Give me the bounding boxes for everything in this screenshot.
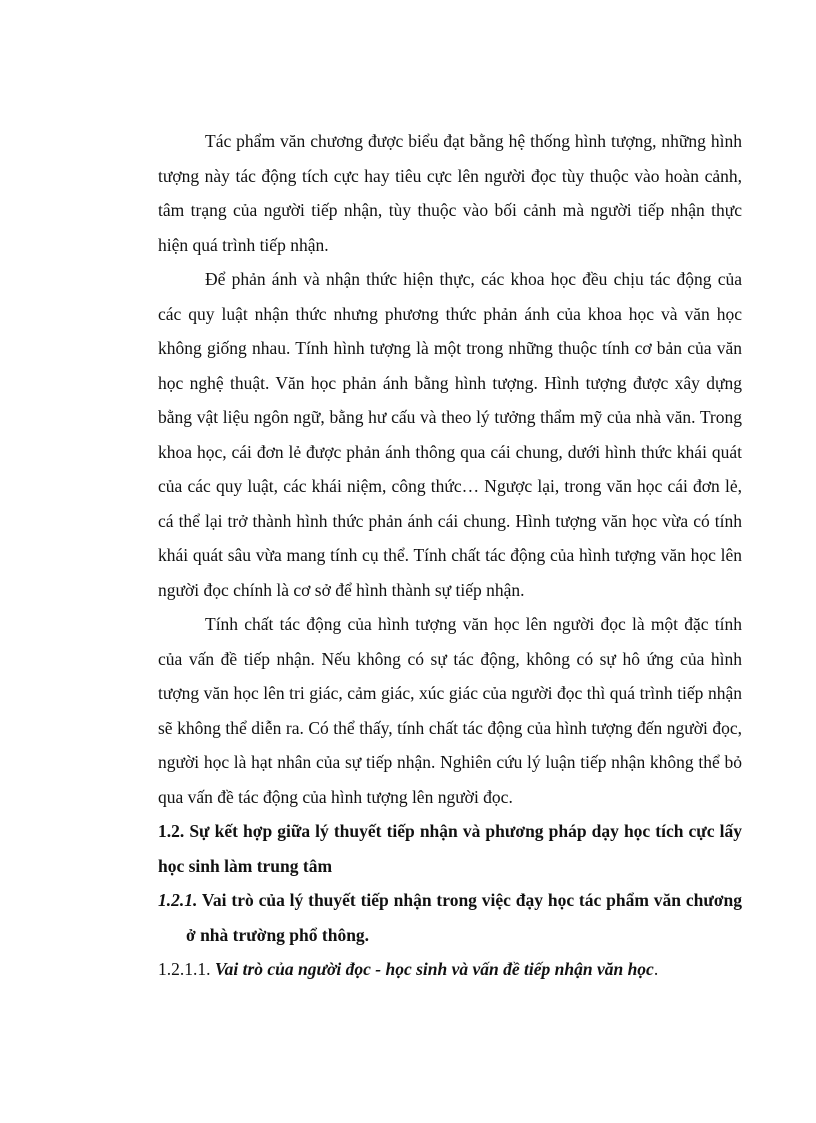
section-number: 1.2.1. — [158, 890, 198, 910]
document-page — [158, 124, 742, 987]
section-heading-1-2-1-1 — [158, 952, 742, 987]
section-number: 1.2.1.1. — [158, 959, 215, 979]
section-title: Vai trò của lý thuyết tiếp nhận trong việc đạy học tác phẩm văn chương ở nhà trường phổ thông. — [186, 890, 742, 945]
section-heading-1-2: 1.2. Sự kết hợp giữa lý thuyết tiếp nhận và phương pháp dạy học tích cực lấy học sinh làm trung tâm — [158, 821, 742, 876]
section-heading-1-2-1 — [158, 883, 742, 952]
section-title: Vai trò của người đọc - học sinh và vấn đề tiếp nhận văn học — [214, 959, 654, 979]
section-title-end: . — [653, 959, 659, 979]
body-paragraph: Tính chất tác động của hình tượng văn học lên người đọc là một đặc tính của vấn đề tiếp nhận. Nếu không có sự tác động, không có sự hô ứng của hình tượng văn học lên tri giác, cảm giác, xúc giác của người đọc thì quá trình tiếp nhận sẽ không thể diễn ra. Có thể thấy, tính chất tác động của hình tượng đến người đọc, người học là hạt nhân của sự tiếp nhận. Nghiên cứu lý luận tiếp nhận không thể bỏ qua vấn đề tác động của hình tượng lên người đọc. — [158, 614, 742, 807]
body-paragraph: Để phản ánh và nhận thức hiện thực, các khoa học đều chịu tác động của các quy luật nhận thức nhưng phương thức phản ánh của khoa học và văn học không giống nhau. Tính hình tượng là một trong những thuộc tính cơ bản của văn học nghệ thuật. Văn học phản ánh bằng hình tượng. Hình tượng được xây dựng bằng vật liệu ngôn ngữ, bằng hư cấu và theo lý tưởng thẩm mỹ của nhà văn. Trong khoa học, cái đơn lẻ được phản ánh thông qua cái chung, dưới hình thức khái quát của các quy luật, các khái niệm, công thức… Ngược lại, trong văn học cái đơn lẻ, cá thể lại trở thành hình thức phản ánh cái chung. Hình tượng văn học vừa có tính khái quát sâu vừa mang tính cụ thể. Tính chất tác động của hình tượng văn học lên người đọc chính là cơ sở để hình thành sự tiếp nhận. — [158, 269, 742, 600]
body-paragraph: Tác phẩm văn chương được biểu đạt bằng hệ thống hình tượng, những hình tượng này tác động tích cực hay tiêu cực lên người đọc tùy thuộc vào hoàn cảnh, tâm trạng của người tiếp nhận, tùy thuộc vào bối cảnh mà người tiếp nhận thực hiện quá trình tiếp nhận. — [158, 131, 742, 255]
